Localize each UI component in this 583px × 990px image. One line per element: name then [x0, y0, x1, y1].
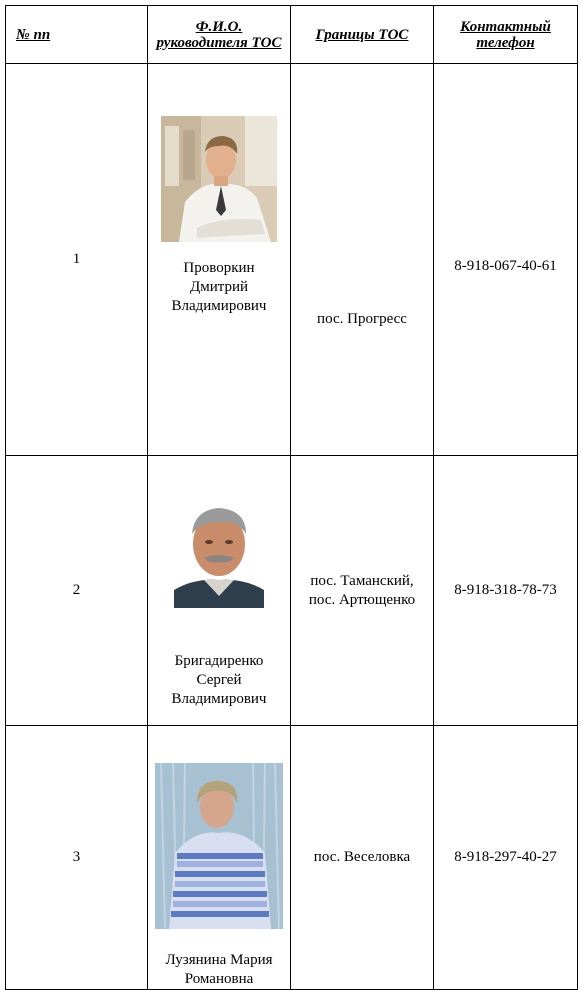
header-number: № пп [6, 6, 148, 64]
tos-border [291, 456, 434, 726]
table-row [6, 64, 578, 456]
leader-cell [148, 726, 291, 990]
leader-name: Лузянина Мария Романовна [165, 952, 273, 987]
tos-border [291, 726, 434, 990]
row-number: 1 [6, 64, 148, 456]
portrait-photo-middle-aged-man [174, 500, 264, 608]
header-borders: Границы ТОС [291, 6, 434, 64]
leader-name: Проворкин Дмитрий Владимирович [171, 260, 267, 314]
header-phone: Контактный телефон [434, 6, 578, 64]
portrait-photo-woman [155, 763, 283, 929]
table-row [6, 726, 578, 990]
header-fio: Ф.И.О. руководителя ТОС [148, 6, 291, 64]
row-number: 3 [6, 726, 148, 990]
leader-cell [148, 64, 291, 456]
border-text: пос. Прогресс [317, 311, 407, 327]
row-number: 2 [6, 456, 148, 726]
table-row [6, 456, 578, 726]
border-text: пос. Веселовка [313, 849, 411, 865]
contact-phone: 8-918-067-40-61 [434, 64, 578, 456]
border-text: пос. Таманский, пос. Артющенко [308, 572, 416, 608]
tos-border [291, 64, 434, 456]
leader-name: Бригадиренко Сергей Владимирович [171, 653, 267, 707]
table-header-row [6, 6, 578, 64]
tos-leaders-table [5, 5, 578, 990]
contact-phone: 8-918-318-78-73 [434, 456, 578, 726]
leader-cell [148, 456, 291, 726]
contact-phone: 8-918-297-40-27 [434, 726, 578, 990]
portrait-photo-young-man [161, 116, 277, 242]
